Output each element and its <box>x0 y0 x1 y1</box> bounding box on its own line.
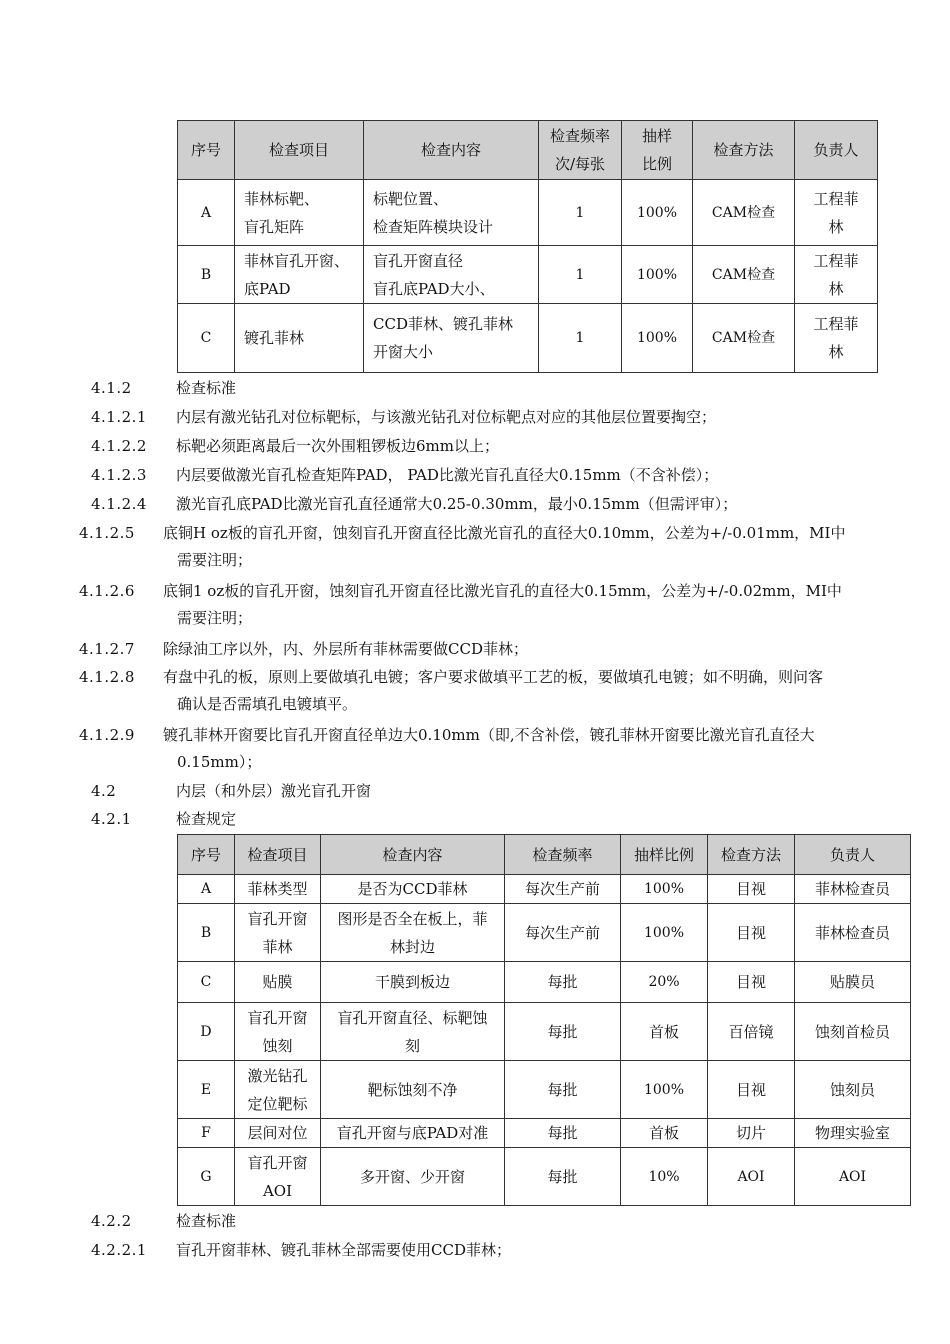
table-cell: 物理实验室 <box>795 1119 911 1148</box>
section-number: 4.1.2.6 <box>79 582 135 600</box>
section-number: 4.1.2.9 <box>79 726 135 744</box>
table-cell: 目视 <box>708 904 795 962</box>
section-text: 底铜1 oz板的盲孔开窗，蚀刻盲孔开窗直径比激光盲孔的直径大0.15mm，公差为+/-0.02mm，MI中 <box>163 582 842 600</box>
table-cell: 盲孔开窗与底PAD对准 <box>321 1119 505 1148</box>
table-header-row <box>178 121 878 180</box>
header-cell: 检查项目 <box>235 121 364 180</box>
header-cell: 抽样比例 <box>621 835 708 875</box>
table-cell: B <box>178 904 235 962</box>
section-text: 标靶必须距离最后一次外围粗锣板边6mm以上； <box>176 437 499 455</box>
section-number: 4.1.2 <box>91 379 132 397</box>
table-cell: AOI <box>708 1148 795 1206</box>
table-cell: 蚀刻员 <box>795 1061 911 1119</box>
inspection-table-1 <box>177 120 878 373</box>
table-cell: 1 <box>539 304 622 373</box>
table-row <box>178 180 878 246</box>
table-cell: 盲孔开窗直径 盲孔底PAD大小、 <box>364 246 539 304</box>
section-number: 4.1.2.8 <box>79 668 135 686</box>
section-number: 4.1.2.1 <box>91 408 147 426</box>
section-text: 除绿油工序以外，内、外层所有菲林需要做CCD菲林； <box>163 640 528 658</box>
table-cell: 每次生产前 <box>505 875 621 904</box>
table-cell: 首板 <box>621 1119 708 1148</box>
section-number: 4.1.2.3 <box>91 466 147 484</box>
header-cell: 负责人 <box>795 835 911 875</box>
table-cell: 100% <box>622 180 693 246</box>
table-row <box>178 1119 911 1148</box>
table-cell: 目视 <box>708 875 795 904</box>
table-cell: 100% <box>621 875 708 904</box>
table-cell: C <box>178 962 235 1003</box>
table-cell: CAM检查 <box>693 304 795 373</box>
section-text: 有盘中孔的板，原则上要做填孔电镀；客户要求做填平工艺的板，要做填孔电镀；如不明确，则问客 <box>163 668 824 686</box>
section-number: 4.2.1 <box>91 810 132 828</box>
table-cell: 盲孔开窗 菲林 <box>235 904 321 962</box>
table-cell: CAM检查 <box>693 180 795 246</box>
section-text: 内层有激光钻孔对位标靶标，与该激光钻孔对位标靶点对应的其他层位置要掏空； <box>176 408 717 426</box>
section-heading: 内层（和外层）激光盲孔开窗 <box>176 782 372 800</box>
section-text: 盲孔开窗菲林、镀孔菲林全部需要使用CCD菲林； <box>176 1241 511 1259</box>
table-row <box>178 1061 911 1119</box>
table-cell: 菲林检查员 <box>795 904 911 962</box>
table-cell: CCD菲林、镀孔菲林 开窗大小 <box>364 304 539 373</box>
table-cell: 蚀刻首检员 <box>795 1003 911 1061</box>
header-cell: 抽样 比例 <box>622 121 693 180</box>
section-text-continued: 0.15mm）； <box>177 753 262 771</box>
table-row <box>178 962 911 1003</box>
table-cell: 每次生产前 <box>505 904 621 962</box>
header-cell: 检查内容 <box>321 835 505 875</box>
table-cell: 首板 <box>621 1003 708 1061</box>
header-cell: 序号 <box>178 121 235 180</box>
table-cell: 是否为CCD菲林 <box>321 875 505 904</box>
table-cell: 标靶位置、 检查矩阵模块设计 <box>364 180 539 246</box>
table-cell: 层间对位 <box>235 1119 321 1148</box>
table-cell: 贴膜员 <box>795 962 911 1003</box>
table-cell: A <box>178 875 235 904</box>
section-number: 4.1.2.7 <box>79 640 135 658</box>
section-number: 4.2.2 <box>91 1212 132 1230</box>
table-row <box>178 875 911 904</box>
table-cell: 目视 <box>708 962 795 1003</box>
table-cell: B <box>178 246 235 304</box>
section-heading: 检查标准 <box>176 1212 237 1230</box>
table-cell: 干膜到板边 <box>321 962 505 1003</box>
header-cell: 序号 <box>178 835 235 875</box>
table-cell: 菲林类型 <box>235 875 321 904</box>
table-row <box>178 1148 911 1206</box>
table-cell: E <box>178 1061 235 1119</box>
table-cell: 1 <box>539 180 622 246</box>
table-cell: 靶标蚀刻不净 <box>321 1061 505 1119</box>
table-row <box>178 1003 911 1061</box>
section-text-continued: 需要注明； <box>177 551 253 569</box>
table-cell: 10% <box>621 1148 708 1206</box>
table-cell: 盲孔开窗 AOI <box>235 1148 321 1206</box>
header-cell: 检查项目 <box>235 835 321 875</box>
header-cell: 检查内容 <box>364 121 539 180</box>
header-cell: 检查方法 <box>708 835 795 875</box>
table-cell: 1 <box>539 246 622 304</box>
section-number: 4.1.2.2 <box>91 437 147 455</box>
table-cell: 图形是否全在板上，菲 林封边 <box>321 904 505 962</box>
table-cell: 每批 <box>505 962 621 1003</box>
table-cell: CAM检查 <box>693 246 795 304</box>
table-cell: G <box>178 1148 235 1206</box>
table-cell: D <box>178 1003 235 1061</box>
table-cell: 激光钻孔 定位靶标 <box>235 1061 321 1119</box>
table-cell: 每批 <box>505 1003 621 1061</box>
section-text-continued: 需要注明； <box>177 609 253 627</box>
table-cell: 菲林标靶、 盲孔矩阵 <box>235 180 364 246</box>
section-heading: 检查标准 <box>176 379 237 397</box>
table-cell: 盲孔开窗 蚀刻 <box>235 1003 321 1061</box>
section-text: 镀孔菲林开窗要比盲孔开窗直径单边大0.10mm（即,不含补偿，镀孔菲林开窗要比激光盲孔直径大 <box>163 726 815 744</box>
table-row <box>178 246 878 304</box>
header-cell: 检查方法 <box>693 121 795 180</box>
table-cell: 100% <box>621 1061 708 1119</box>
table-row <box>178 304 878 373</box>
table-cell: 100% <box>622 304 693 373</box>
table-cell: 每批 <box>505 1061 621 1119</box>
table-cell: 100% <box>621 904 708 962</box>
table-cell: 菲林盲孔开窗、 底PAD <box>235 246 364 304</box>
table-cell: 目视 <box>708 1061 795 1119</box>
section-number: 4.1.2.4 <box>91 495 147 513</box>
table-cell: 菲林检查员 <box>795 875 911 904</box>
table-cell: 100% <box>622 246 693 304</box>
table-cell: 20% <box>621 962 708 1003</box>
table-cell: 百倍镜 <box>708 1003 795 1061</box>
table-header-row <box>178 835 911 875</box>
header-cell: 负责人 <box>795 121 878 180</box>
table-cell: 多开窗、少开窗 <box>321 1148 505 1206</box>
table-cell: 工程菲 林 <box>795 304 878 373</box>
table-cell: 镀孔菲林 <box>235 304 364 373</box>
table-cell: 贴膜 <box>235 962 321 1003</box>
table-cell: 每批 <box>505 1119 621 1148</box>
section-number: 4.2 <box>91 782 117 800</box>
section-number: 4.1.2.5 <box>79 524 135 542</box>
table-cell: 工程菲 林 <box>795 180 878 246</box>
table-cell: A <box>178 180 235 246</box>
section-text: 内层要做激光盲孔检查矩阵PAD， PAD比激光盲孔直径大0.15mm（不含补偿）； <box>176 466 719 484</box>
table-cell: 盲孔开窗直径、标靶蚀 刻 <box>321 1003 505 1061</box>
table-cell: 每批 <box>505 1148 621 1206</box>
table-row <box>178 904 911 962</box>
section-text: 激光盲孔底PAD比激光盲孔直径通常大0.25-0.30mm，最小0.15mm（但需评审）； <box>176 495 738 513</box>
table-cell: AOI <box>795 1148 911 1206</box>
table-cell: C <box>178 304 235 373</box>
section-number: 4.2.2.1 <box>91 1241 147 1259</box>
table-cell: 工程菲 林 <box>795 246 878 304</box>
section-text: 底铜H oz板的盲孔开窗，蚀刻盲孔开窗直径比激光盲孔的直径大0.10mm，公差为+/-0.01mm，MI中 <box>163 524 846 542</box>
section-text-continued: 确认是否需填孔电镀填平。 <box>177 695 358 713</box>
table-cell: F <box>178 1119 235 1148</box>
header-cell: 检查频率 <box>505 835 621 875</box>
header-cell: 检查频率 次/每张 <box>539 121 622 180</box>
table-cell: 切片 <box>708 1119 795 1148</box>
section-heading: 检查规定 <box>176 810 237 828</box>
inspection-table-2 <box>177 834 911 1206</box>
